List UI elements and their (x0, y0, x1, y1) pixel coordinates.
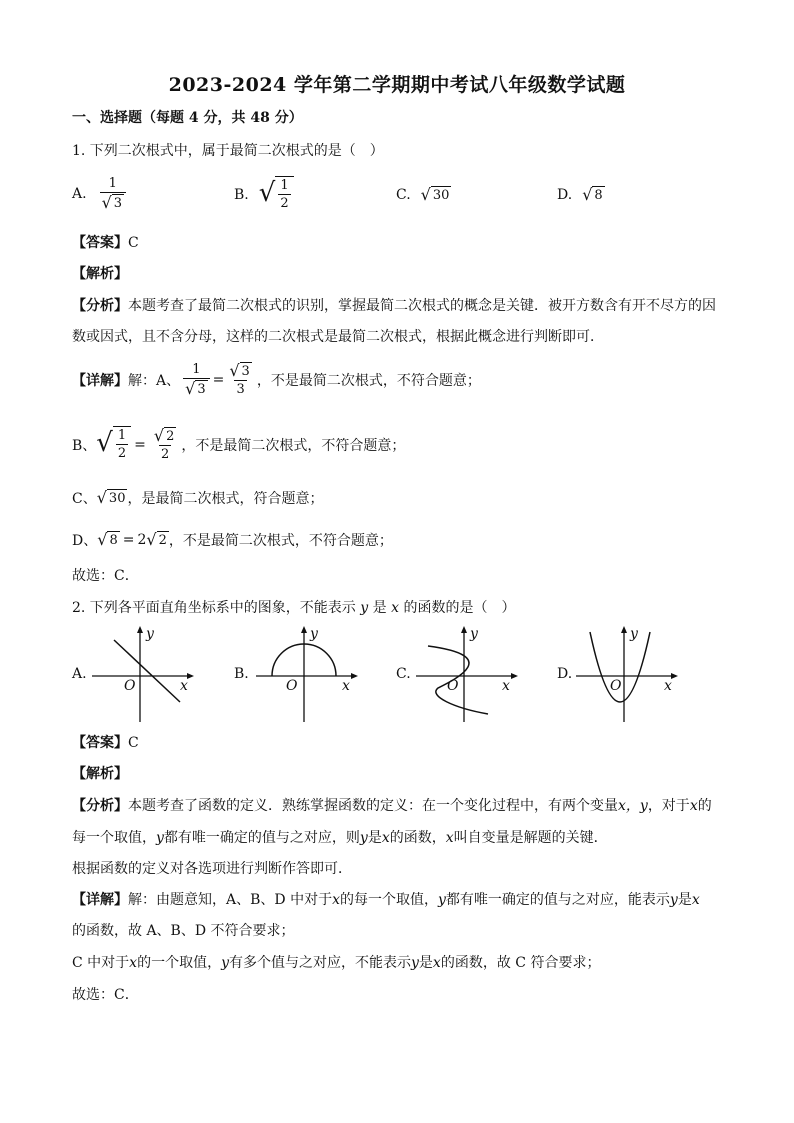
q2-conclusion: 故选：C． (72, 987, 139, 1003)
q1-fenxi-line1: 【分析】本题考查了最简二次根式的识别，掌握最简二次根式的概念是关键．被开方数含有开不尽方的因 (72, 298, 716, 314)
q1-answer: 【答案】C (72, 235, 139, 251)
q1-detail-b: B、 √ $\frac{1}{2}$ = √ 2 2 ，不是最简二次根式，不符合题意； (72, 425, 406, 462)
q1-detail-d: D、 √ 8 = 2 √ 2 ，不是最简二次根式，不符合题意； (72, 530, 393, 549)
axis-y-label: y (630, 626, 638, 642)
q2-fenxi-line3: 根据函数的定义对各选项进行判断作答即可． (72, 861, 352, 877)
q1-option-c: C. √ 30 (396, 185, 450, 204)
q2-graph-c (414, 622, 524, 726)
option-label: B. (234, 186, 249, 203)
axis-x-label: x (502, 678, 510, 694)
q1-option-a (72, 176, 129, 212)
q2-option-c-label: C. (396, 666, 411, 682)
q2-graph-d (574, 622, 684, 726)
page-title: 2023-2024 学年第二学期期中考试八年级数学试题 (168, 74, 626, 96)
origin-label: O (610, 678, 622, 694)
q1-detail-a: 【详解】 解：A、 1 √ 3 = √ 3 3 ，不是最简二次根式，不符合题意； (72, 361, 481, 398)
axis-y-label: y (310, 626, 318, 642)
q2-fenxi-line1: 【分析】本题考查了函数的定义．熟练掌握函数的定义：在一个变化过程中，有两个变量x，y，对于x的 (72, 798, 712, 814)
q1-conclusion: 故选：C． (72, 568, 139, 584)
q1-stem: 1. 下列二次根式中，属于最简二次根式的是（ ） (72, 143, 384, 159)
q2-option-b-label: B. (234, 666, 249, 682)
fraction: 1 √ 3 (100, 176, 126, 212)
q2-option-d-label: D. (557, 666, 573, 682)
q2-fenxi-line2: 每一个取值，y都有唯一确定的值与之对应，则y是x的函数，x叫自变量是解题的关键． (72, 830, 608, 846)
q2-option-a-label: A. (72, 666, 87, 682)
axis-x-label: x (342, 678, 350, 694)
axis-x-label: x (664, 678, 672, 694)
axis-y-label: y (470, 626, 478, 642)
q2-detail-line2: 的函数，故 A、B、D 不符合要求； (72, 923, 295, 939)
q2-analysis-tag: 【解析】 (72, 766, 128, 782)
q1-fenxi-line2: 数或因式，且不含分母，这样的二次根式是最简二次根式，根据此概念进行判断即可． (72, 329, 604, 345)
origin-label: O (447, 678, 459, 694)
q1-option-d: D. √ 8 (557, 185, 603, 204)
option-label: C. (396, 187, 411, 203)
q1-detail-c: C、 √ 30 ，是最简二次根式，符合题意； (72, 488, 324, 507)
q2-answer: 【答案】C (72, 735, 139, 751)
axis-y-label: y (146, 626, 154, 642)
origin-label: O (124, 678, 136, 694)
axis-x-label: x (180, 678, 188, 694)
origin-label: O (286, 678, 298, 694)
q2-detail-line3: C 中对于x的一个取值，y有多个值与之对应，不能表示y是x的函数，故 C 符合要求； (72, 955, 601, 971)
q2-graph-b (254, 622, 364, 726)
q1-analysis-tag: 【解析】 (72, 266, 128, 282)
q2-stem: 2. 下列各平面直角坐标系中的图象，不能表示 y 是 x 的函数的是（ ） (72, 600, 516, 616)
option-label: D. (557, 187, 573, 203)
q2-graph-a (90, 622, 200, 726)
q1-option-b: B. √ $\frac{1}{2}$ (234, 176, 294, 213)
option-label: A. (72, 186, 87, 202)
section-heading: 一、选择题（每题 4 分，共 48 分） (72, 110, 303, 126)
q2-detail-line1: 【详解】解：由题意知，A、B、D 中对于x的每一个取值，y都有唯一确定的值与之对应，能表示y是x (72, 892, 700, 908)
